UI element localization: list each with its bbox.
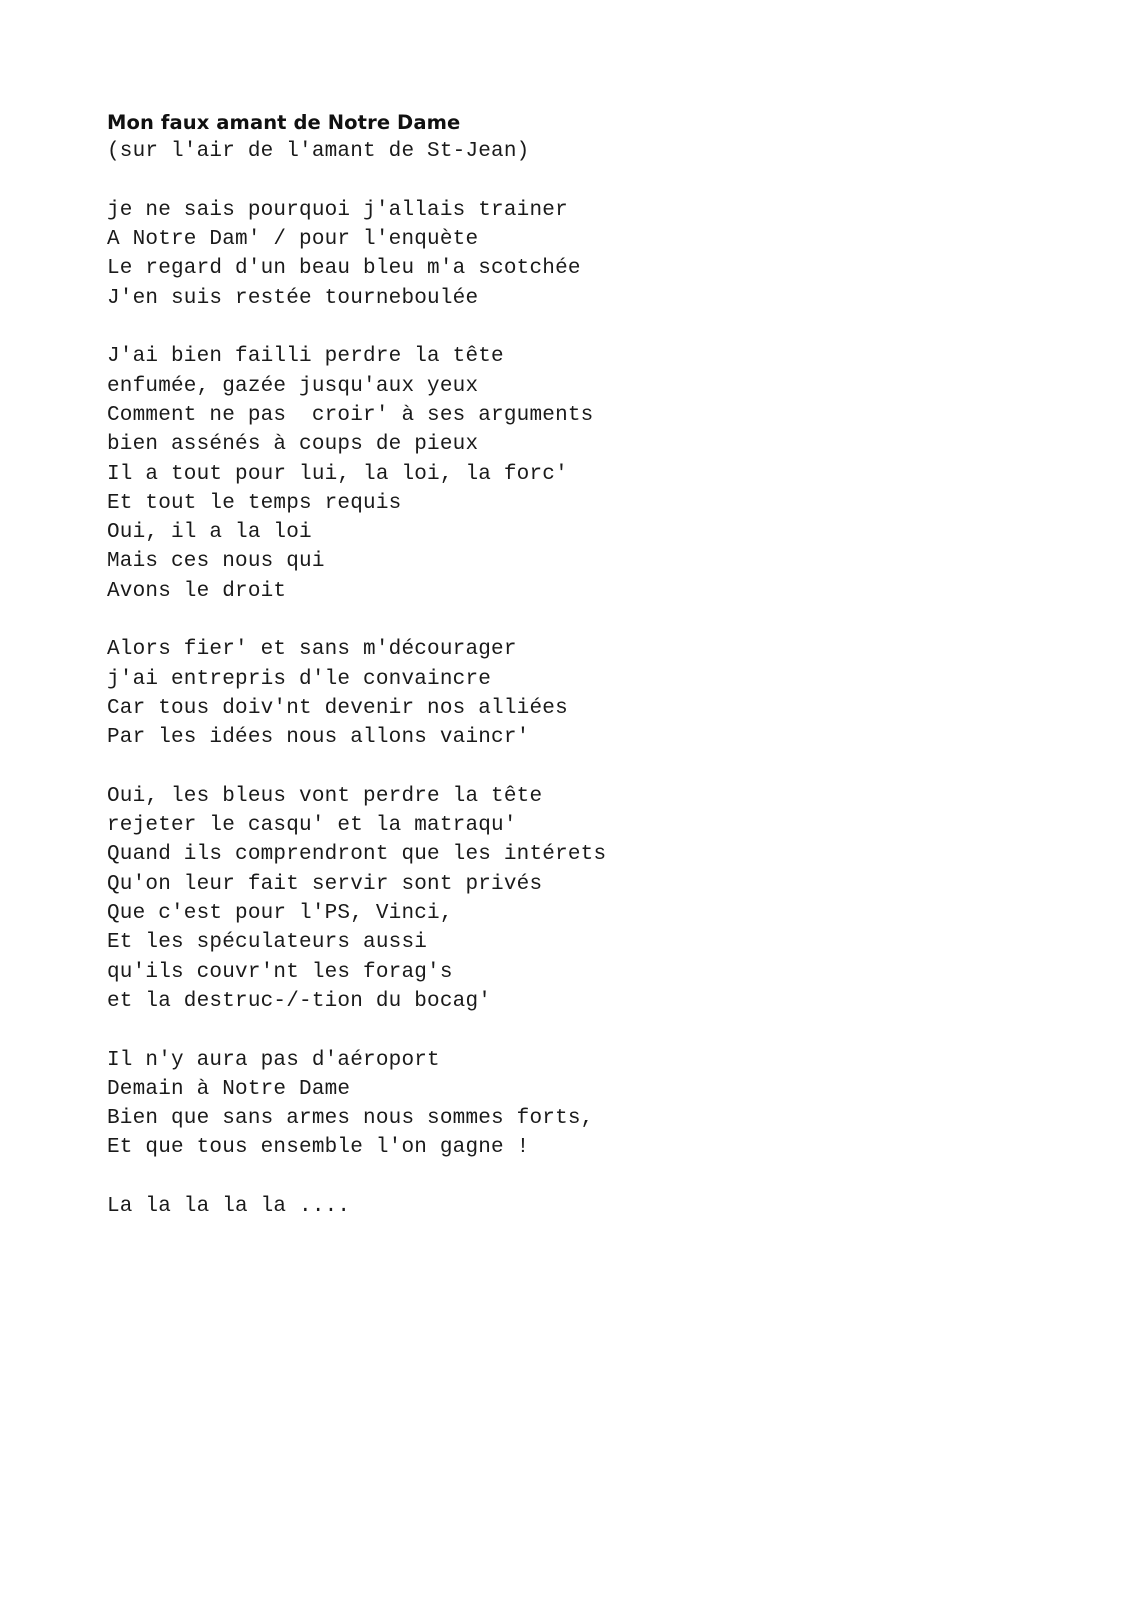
stanza — [107, 1046, 1007, 1163]
verse-line: Car tous doiv'nt devenir nos alliées — [107, 696, 568, 720]
verse-line: Oui, les bleus vont perdre la tête — [107, 784, 543, 808]
verse-line: j'ai entrepris d'le convaincre — [107, 667, 492, 691]
verse-line: Et que tous ensemble l'on gagne ! — [107, 1136, 530, 1160]
verse-line: La la la la la .... — [107, 1194, 351, 1218]
verse-line: et la destruc-/-tion du bocag' — [107, 989, 492, 1013]
verse-line: Oui, il a la loi — [107, 521, 312, 545]
verse-line: J'en suis restée tourneboulée — [107, 286, 479, 310]
verse-line: Bien que sans armes nous sommes forts, — [107, 1107, 594, 1131]
stanza — [107, 196, 1007, 313]
verse-line: Par les idées nous allons vaincr' — [107, 726, 530, 750]
stanza-gap — [107, 167, 1007, 196]
stanza — [107, 342, 1007, 606]
verse-line: bien assénés à coups de pieux — [107, 433, 479, 457]
verse-line: Quand ils comprendront que les intérets — [107, 843, 607, 867]
verse-line: Demain à Notre Dame — [107, 1077, 351, 1101]
stanza-gap — [107, 1016, 1007, 1045]
verse-line: Qu'on leur fait servir sont privés — [107, 872, 543, 896]
verse-line: Comment ne pas croir' à ses arguments — [107, 403, 594, 427]
verse-line: Alors fier' et sans m'décourager — [107, 638, 517, 662]
verse-line: A Notre Dam' / pour l'enquète — [107, 228, 479, 252]
verse-line: Et tout le temps requis — [107, 491, 402, 515]
stanza-gap — [107, 753, 1007, 782]
verse-line: Le regard d'un beau bleu m'a scotchée — [107, 257, 581, 281]
stanza-gap — [107, 1163, 1007, 1192]
verse-line: Avons le droit — [107, 579, 287, 603]
verse-line: Que c'est pour l'PS, Vinci, — [107, 902, 453, 926]
stanza — [107, 635, 1007, 752]
stanza — [107, 1192, 1007, 1221]
verse-line: je ne sais pourquoi j'allais trainer — [107, 198, 568, 222]
verse-line: Il a tout pour lui, la loi, la forc' — [107, 462, 568, 486]
song-subtitle: (sur l'air de l'amant de St-Jean) — [107, 140, 530, 164]
stanza-gap — [107, 313, 1007, 342]
verse-line: Il n'y aura pas d'aéroport — [107, 1048, 440, 1072]
verse-line: Et les spéculateurs aussi — [107, 931, 428, 955]
stanza-gap — [107, 606, 1007, 635]
verse-line: qu'ils couvr'nt les forag's — [107, 960, 453, 984]
verse-line: rejeter le casqu' et la matraqu' — [107, 814, 517, 838]
song-text — [107, 108, 1007, 1221]
stanza — [107, 782, 1007, 1016]
verse-line: Mais ces nous qui — [107, 550, 325, 574]
song-title: Mon faux amant de Notre Dame — [107, 111, 461, 134]
verse-line: J'ai bien failli perdre la tête — [107, 345, 504, 369]
verse-line: enfumée, gazée jusqu'aux yeux — [107, 374, 479, 398]
